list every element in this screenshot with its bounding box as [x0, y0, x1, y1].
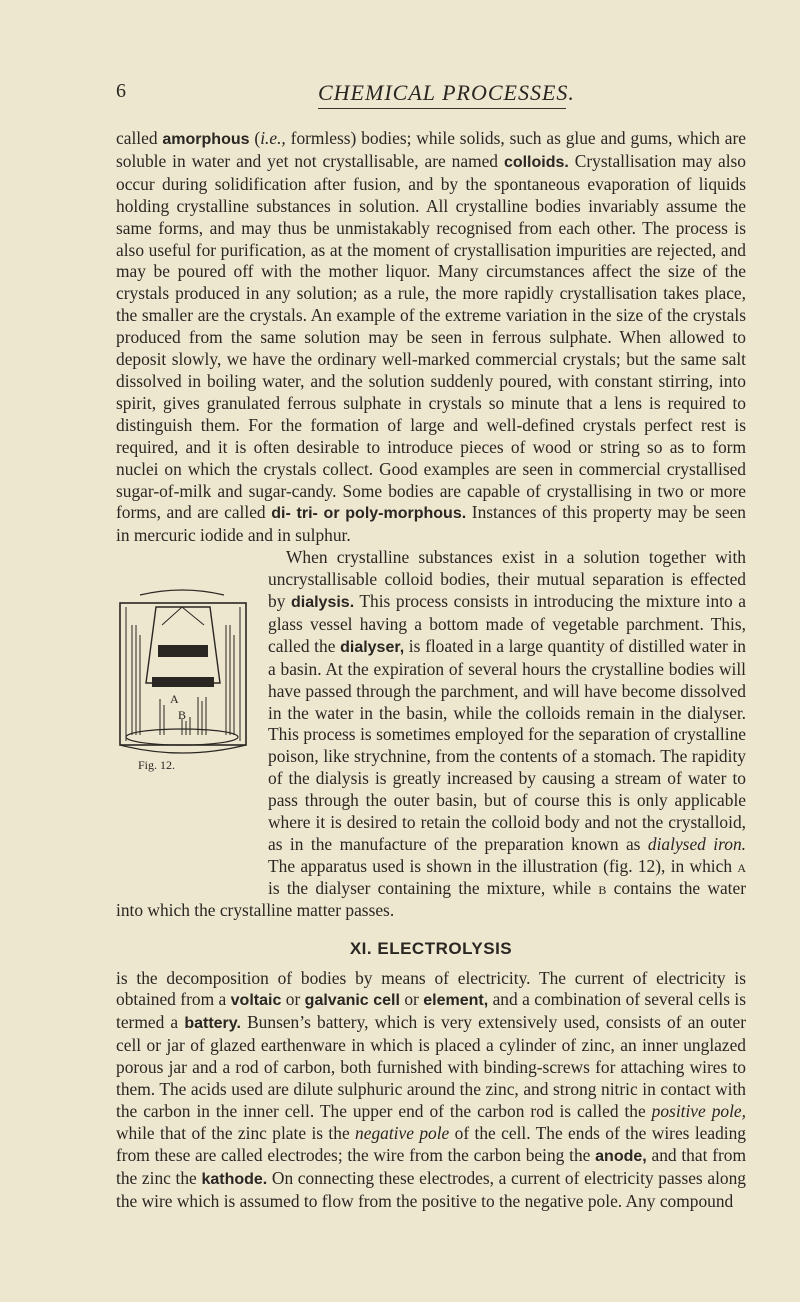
term-polymorphous: di- tri- or poly-morphous. [271, 505, 467, 523]
label-b: B [178, 708, 187, 722]
page-number: 6 [116, 80, 126, 102]
text-run: of the cell. The ends of the wires leading from these are called electrodes; the wire from the carbon being the [116, 1122, 747, 1165]
italic-ie: i.e., [260, 128, 286, 148]
text-run: Bunsen’s battery, which is very extensively used, consists of an outer cell or jar of glazed earthenware in which is placed a cylinder of zinc, an inner unglazed porous jar and a rod of carbon, both furnished with binding-screws for attaching wires to them. The acids used are dilute sulphuric around the zinc, and strong nitric in contact with the carbon in the inner cell. The upper end of the carbon rod is called the [116, 1012, 746, 1121]
term-galvanic-cell: galvanic cell [304, 992, 400, 1010]
text-run: ( [249, 128, 261, 148]
running-title: CHEMICAL PROCESSES. [318, 80, 575, 105]
text-run: is the decomposition of bodies by means of electricity. The current of electricity is obtained from a [116, 967, 746, 1010]
label-b-ref: b [598, 877, 607, 898]
italic-dialysed-iron: dialysed iron. [647, 834, 746, 854]
term-voltaic: voltaic [230, 992, 282, 1010]
figure-caption: Fig. 12. [138, 758, 176, 772]
term-amorphous: amorphous [162, 131, 250, 148]
text-run: is floated in a large quantity of distilled water in a basin. At the expiration of several hours the crystalline bodies will have passed through the parchment, and will have become dissolved in the water in the basin, while the colloids remain in the dialyser. This process is sometimes employed for the separation of crystalline poison, like strychnine, from the contents of a stomach. The rapidity of the dialysis is greatly increased by causing a stream of water to pass through the outer basin, but of course this is only applicable where it is desired to retain the colloid body and not the crystalloid, as in the manufacture of the preparation known as [268, 635, 746, 854]
text-run: Crystallisation may also occur during solidification after fusion, and by the spontaneous evaporation of liquids holding crystalline substances in solution. All crystalline bodies invariably assume the same forms, and may thus be unmistakably recognised from each other. The process is also useful for purification, as at the moment of crystallisation impurities are rejected, and may be poured off with the mother liquor. Many circumstances affect the size of the crystals produced in any solution; as a rule, the more rapidly crystallisation takes place, the smaller are the crystals. An example of the extreme variation in the size of the crystals produced from the same solution may be seen in ferrous sulphate. When allowed to deposit slowly, we have the ordinary well-marked commercial crystals; but the same salt dissolved in boiling water, and the solution suddenly poured, with constant stirring, into spirit, gives granulated ferrous sulphate in crystals so minute that a lens is required to distinguish them. For the formation of large and well-defined crystals perfect rest is required, and it is often desirable to introduce pieces of wood or string so as to form nuclei on which the crystals collect. Good examples are seen in commercial crystallised sugar-of-milk and sugar-candy. Some bodies are capable of crystallising in two or more forms, and are called [116, 150, 746, 523]
text-run: or [399, 989, 424, 1010]
header-rule [318, 108, 566, 109]
italic-negative-pole: negative pole [355, 1122, 450, 1143]
text-run: and that from the zinc the [116, 1144, 746, 1188]
term-anode: anode, [595, 1147, 647, 1165]
text-run: or [281, 989, 305, 1010]
italic-positive-pole: positive pole, [651, 1100, 746, 1121]
dialyser-illustration [112, 585, 252, 775]
paragraph-crystallisation [116, 128, 746, 547]
text-run: contains the water into which the crystalline matter passes. [116, 877, 746, 920]
text-run: This process consists in introducing the mixture into a glass vessel having a bottom made of vegetable parchment. This, called the [268, 591, 746, 656]
text-run: while that of the zinc plate is the [116, 1122, 356, 1143]
term-dialyser: dialyser, [340, 638, 405, 656]
label-a: A [170, 692, 179, 706]
text-run: formless) bodies; while solids, such as glue and gums, which are soluble in water and yet not crystallisable, are named [116, 128, 746, 171]
term-dialysis: dialysis. [290, 594, 355, 612]
term-element: element, [423, 992, 489, 1010]
text-run: is the dialyser containing the mixture, while [268, 877, 599, 898]
text-run: When crystalline substances exist in a solution together with uncrystallisable colloid bodies, their mutual separation is effected by [268, 547, 746, 612]
term-kathode: kathode. [201, 1170, 268, 1188]
term-colloids: colloids. [503, 153, 569, 171]
term-battery: battery. [184, 1015, 241, 1033]
paragraph-electrolysis [116, 968, 746, 1213]
text-run: and a combination of several cells is termed a [116, 989, 747, 1033]
text-run: On connecting these electrodes, a current of electricity passes along the wire which is assumed to flow from the positive to the negative pole. Any compound [116, 1167, 746, 1211]
section-title: XI. ELECTROLYSIS [349, 938, 513, 958]
running-head [0, 80, 800, 112]
text-run: called [116, 128, 163, 148]
text-run: The apparatus used is shown in the illustration (fig. 12), in which [268, 855, 738, 876]
figure-dialyser [112, 585, 252, 775]
label-a-ref: a [737, 855, 746, 876]
text-run: Instances of this property may be seen in mercuric iodide and in sulphur. [116, 502, 746, 546]
